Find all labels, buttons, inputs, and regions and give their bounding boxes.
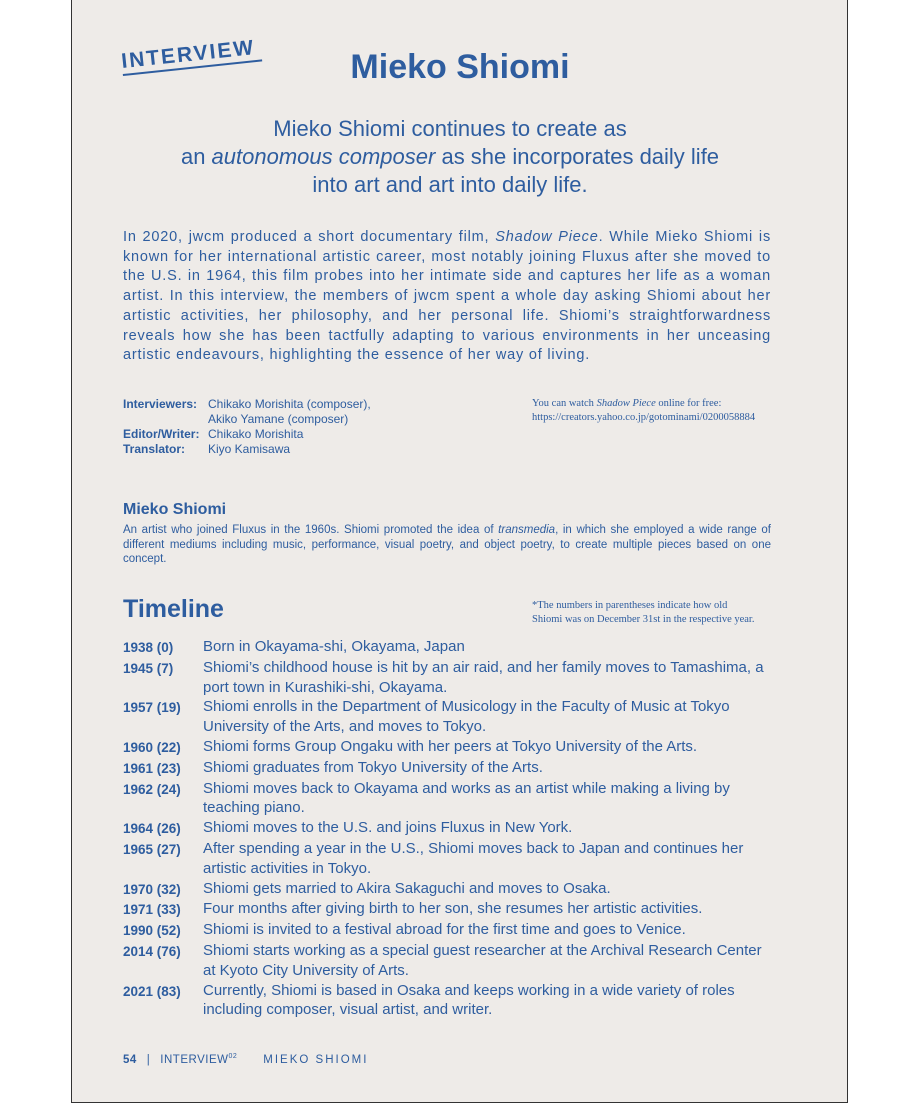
timeline-heading: Timeline <box>123 595 224 623</box>
film-title: Shadow Piece <box>495 229 599 245</box>
timeline-year: 1962 (24) <box>123 781 181 797</box>
lead-quote <box>120 115 780 199</box>
timeline-text: Shiomi gets married to Akira Sakaguchi and moves to Osaka. <box>203 879 611 897</box>
timeline-text: Shiomi graduates from Tokyo University of the Arts. <box>203 758 543 776</box>
timeline-year: 2021 (83) <box>123 983 181 999</box>
timeline-year: 1945 (7) <box>123 660 174 676</box>
timeline-text: Shiomi moves back to Okayama and works as an artist while making a living by teaching piano. <box>203 779 730 817</box>
timeline-entry <box>123 879 783 900</box>
timeline-entry <box>123 758 783 779</box>
footer-separator: | <box>146 1053 151 1066</box>
timeline-year: 1965 (27) <box>123 841 181 857</box>
page-title: Mieko Shiomi <box>350 48 570 86</box>
timeline-text: Shiomi is invited to a festival abroad for the first time and goes to Venice. <box>203 921 686 939</box>
timeline-entry <box>123 818 783 839</box>
timeline-entry <box>123 658 783 698</box>
timeline-text: Shiomi starts working as a special guest researcher at the Archival Research Center at Kyoto City University of Arts. <box>203 941 762 979</box>
watch-url[interactable]: https://creators.yahoo.co.jp/gotominami/0200058884 <box>532 412 756 423</box>
lead-line-1: Mieko Shiomi continues to create as <box>273 116 627 141</box>
footer-section-num: 02 <box>228 1053 238 1060</box>
footer-section: INTERVIEW <box>160 1053 229 1066</box>
timeline-text: Born in Okayama-shi, Okayama, Japan <box>203 638 465 655</box>
watch-note: You can watch Shadow Piece online for free: https://creators.yahoo.co.jp/gotominami/0200058884 <box>532 398 756 423</box>
footer-name: MIEKO SHIOMI <box>263 1053 369 1066</box>
credits <box>123 397 371 457</box>
timeline-text: Four months after giving birth to her son, she resumes her artistic activities. <box>203 900 703 918</box>
timeline-entry <box>123 737 783 758</box>
timeline-entry <box>123 637 783 658</box>
editor-label: Editor/Writer: <box>123 427 200 441</box>
timeline-entry <box>123 899 783 920</box>
lead-line-3: into art and art into daily life. <box>312 172 588 197</box>
interviewers-label: Interviewers: <box>123 397 198 411</box>
intro-paragraph: In 2020, jwcm produced a short documentary film, Shadow Piece. While Mieko Shiomi is known for her international artistic career, most notably joining Fluxus after she moved to the U.S. in 1964, this film probes into her intimate side and captures her life as a woman artist. In this interview, the members of jwcm spent a whole day asking Shiomi about her artistic activities, her philosophy, and her personal life. Shiomi’s straightforwardness reveals how she has been tactfully adapting to various environments in her unceasing artistic endeavours, highlighting the essence of her way of living. <box>123 229 771 364</box>
timeline-entry <box>123 981 783 1021</box>
timeline-text: Shiomi forms Group Ongaku with her peers at Tokyo University of the Arts. <box>203 737 698 755</box>
lead-line-2: an autonomous composer as she incorporates daily life <box>180 144 720 169</box>
timeline-year: 1960 (22) <box>123 739 181 755</box>
timeline-entry <box>123 697 783 737</box>
timeline-text: Currently, Shiomi is based in Osaka and keeps working in a wide variety of roles including composer, visual artist, and writer. <box>203 981 735 1019</box>
footer <box>123 1053 368 1066</box>
lead-emphasis: autonomous composer <box>211 144 436 169</box>
interviewer-2: Akiko Yamane (composer) <box>208 412 349 426</box>
translator: Kiyo Kamisawa <box>208 442 291 456</box>
timeline-year: 1964 (26) <box>123 821 181 837</box>
timeline-year: 1961 (23) <box>123 760 181 776</box>
timeline-year: 1938 (0) <box>123 640 174 655</box>
timeline-text: Shiomi’s childhood house is hit by an air raid, and her family moves to Tamashima, a port town in Kurashiki-shi, Okayama. <box>203 658 764 696</box>
timeline-text: Shiomi moves to the U.S. and joins Fluxus in New York. <box>203 819 573 837</box>
timeline-entry <box>123 920 783 941</box>
bio-text: An artist who joined Fluxus in the 1960s. Shiomi promoted the idea of transmedia, in which she employed a wide range of different mediums including music, performance, visual poetry, and object poetry, to create multiple pieces based on one concept. <box>123 524 771 566</box>
timeline-entry <box>123 779 783 819</box>
timeline-year: 1990 (52) <box>123 923 181 939</box>
timeline-list <box>123 637 783 1020</box>
timeline-year: 2014 (76) <box>123 943 181 959</box>
page-number: 54 <box>123 1053 137 1066</box>
bio-heading: Mieko Shiomi <box>123 501 227 518</box>
timeline-text: After spending a year in the U.S., Shiomi moves back to Japan and continues her artistic activities in Tokyo. <box>203 839 744 877</box>
editor: Chikako Morishita <box>208 427 304 441</box>
timeline-note: *The numbers in parentheses indicate how old Shiomi was on December 31st in the respective year. <box>532 600 755 625</box>
timeline-entry <box>123 941 783 981</box>
interviewer-1: Chikako Morishita (composer), <box>208 397 371 411</box>
timeline-text: Shiomi enrolls in the Department of Musicology in the Faculty of Music at Tokyo University of the Arts, and moves to Tokyo. <box>203 698 730 736</box>
timeline-year: 1970 (32) <box>123 881 181 897</box>
interview-tag: INTERVIEW <box>120 36 262 76</box>
timeline-year: 1971 (33) <box>123 902 181 918</box>
timeline-entry <box>123 839 783 879</box>
timeline-year: 1957 (19) <box>123 700 181 716</box>
translator-label: Translator: <box>123 442 186 456</box>
